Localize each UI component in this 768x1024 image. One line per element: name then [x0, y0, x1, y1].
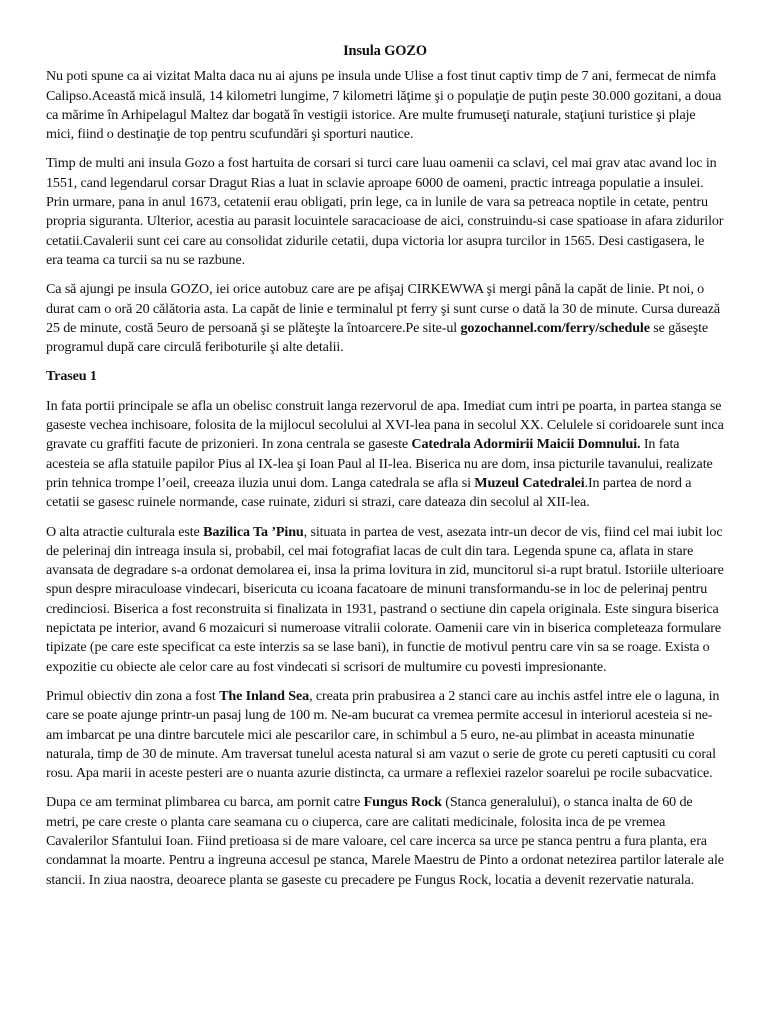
- paragraph-intro: [46, 67, 724, 144]
- paragraph-inland-sea-text-a: Primul obiectiv din zona a fost: [46, 687, 220, 704]
- cathedral-name: Catedrala Adormirii Maicii Domnului.: [411, 436, 641, 453]
- paragraph-transport-text-b: se găseşte programul după care circulă feriboturile şi alte detalii.: [46, 319, 709, 356]
- paragraph-inland-sea-text-b: , creata prin prabusirea a 2 stanci care au inchis astfel intre ele o laguna, in care se poate ajunge printr-un pasaj lung de 100 m. Ne-am bucurat ca vremea permite accesul in interiorul acesteia si ne-am imbarcat pe una dintre barcutele mici ale pescarilor care, in schimbul a 5 euro, ne-au plimbat in aceasta minunatie naturala, timp de 30 de minute. Am traversat tunelul acesta natural si am vazut o serie de grote cu pereti captusiti cu coral rosu. Apa marii in aceste pesteri are o nuanta azurie distincta, ca urmare a reflexiei razelor soarelui pe rocile subacvatice.: [46, 687, 720, 782]
- paragraph-history: [46, 154, 724, 270]
- paragraph-fungus-rock-text-a: Dupa ce am terminat plimbarea cu barca, am pornit catre: [46, 794, 364, 811]
- paragraph-fungus-rock: [46, 793, 724, 889]
- ferry-schedule-link: gozochannel.com/ferry/schedule: [460, 319, 650, 336]
- inland-sea-name: The Inland Sea: [219, 687, 310, 704]
- paragraph-transport-text-a: Ca să ajungi pe insula GOZO, iei orice autobuz care are pe afişaj CIRKEWWA şi mergi până la capăt de linie. Pt noi, o durat cam o oră 20 călătoria asta. La capăt de linie e terminalul pt ferry şi sunt curse o dată la 30 de minute. Cursa durează 25 de minute, costă 5euro de persoană şi se plăteşte la întoarcere.Pe site-ul: [46, 281, 721, 336]
- paragraph-inland-sea: [46, 687, 724, 783]
- basilica-name: Bazilica Ta ’Pinu: [203, 523, 304, 540]
- document-title: Insula GOZO: [343, 43, 427, 59]
- paragraph-basilica: [46, 523, 724, 677]
- paragraph-history-text: Timp de multi ani insula Gozo a fost hartuita de corsari si turci care luau oamenii ca sclavi, cel mai grav atac avand loc in 1551, cand legendarul corsar Dragut Rias a luat in sclavie aproape 6000 de oameni, practic intreaga populatie a insulei. Prin urmare, pana in anul 1673, cetatenii erau obligati, prin lege, ca in lunile de vara sa petreaca noptile in cetate, pentru propria siguranta. Ulterior, acestia au parasit locuintele saracacioase de aici, construindu-si case spatioase in afara zidurilor cetatii.Cavalerii sunt cei care au consolidat zidurile cetatii, dupa victoria lor asupra turcilor in 1565. Desi castigasera, le era teama ca turcii sa nu se razbune.: [46, 155, 724, 268]
- paragraph-basilica-text-a: O alta atractie culturala este: [46, 523, 204, 540]
- paragraph-citadel: [46, 397, 724, 513]
- fungus-rock-name: Fungus Rock: [363, 794, 442, 811]
- paragraph-transport: [46, 280, 724, 357]
- paragraph-intro-text: Nu poti spune ca ai vizitat Malta daca nu ai ajuns pe insula unde Ulise a fost tinut captiv timp de 7 ani, fermecat de nimfa Calipso.Această mică insulă, 14 kilometri lungime, 7 kilometri lăţime şi o populaţie de puţin peste 30.000 gozitani, a doua ca mărime în Arhipelagul Maltez dar bogată în vestigii istorice. Are multe frumuseţi naturale, staţiuni turistice şi plaje mici, fiind o destinaţie de top pentru scufundări şi sporturi nautice.: [46, 68, 722, 143]
- paragraph-fungus-rock-text-b: (Stanca generalului), o stanca inalta de 60 de metri, pe care creste o planta care seamana cu o ciuperca, care are calitati medicinale, folosita inca de pe vremea Cavalerilor Sfantului Ioan. Fiind pretioasa si de mare valoare, cel care incerca sa urce pe stanca pentru a fura planta, era condamnat la moarte. Pentru a ingreuna accesul pe stanca, Marele Maestru de Pinto a ordonat netezirea partilor laterale ale stancii. In ziua naostra, deoarece planta se gaseste cu precadere pe Fungus Rock, locatia a devenit rezervatie naturala.: [46, 794, 724, 888]
- paragraph-citadel-text-b: In fata acesteia se afla statuile papilor Pius al IX-lea şi Ioan Paul al II-lea. Biserica nu are dom, insa picturile tavanului, realizate prin tehnica trompe l’oeil, creeaza iluzia unui dom. Langa catedrala se afla si: [46, 436, 713, 491]
- paragraph-citadel-text-c: .In partea de nord a cetatii se gasesc ruinele normande, case ruinate, ziduri si strazi, care dateaza din secolul al XII-lea.: [46, 474, 692, 511]
- cathedral-museum-name: Muzeul Catedralei: [474, 474, 585, 491]
- section-heading-traseu: Traseu 1: [46, 368, 97, 385]
- paragraph-citadel-text-a: In fata portii principale se afla un obelisc construit langa rezervorul de apa. Imediat cum intri pe poarta, in partea stanga se gaseste vechea inchisoare, folosita de la mijlocul secolului al XVI-lea pana in secolul XX. Celulele si coridoarele sunt inca gravate cu graffiti facute de prizonieri. In zona centrala se gaseste: [46, 397, 724, 453]
- paragraph-basilica-text-b: , situata in partea de vest, asezata intr-un decor de vis, fiind cel mai iubit loc de pelerinaj din intreaga insula si, probabil, cel mai fotografiat lacas de cult din tara. Legenda spune ca, aflata in stare avansata de degradare s-a ordonat demolarea ei, insa la prima lovitura in zid, muncitorul si-a rupt bratul. Istoriile ulterioare spun despre miraculoase vindecari, bisericuta cu icoana facatoare de minuni transformandu-se in loc de pelerinaj pentru credinciosi. Biserica a fost reconstruita si finalizata in 1931, pastrand o sectiune din capela originala. Este singura biserica nepictata pe interior, avand 6 mozaicuri si numeroase vitralii colorate. Oamenii care vin in biserica completeaza formulare tipizate (pe care este specificat ca este interzis sa se lase bani), in functie de motivul pentru care vin sa se roage. Exista o expozitie cu obiecte ale celor care au fost vindecati si scrisori de multumire cu povesti impresionante.: [46, 523, 724, 675]
